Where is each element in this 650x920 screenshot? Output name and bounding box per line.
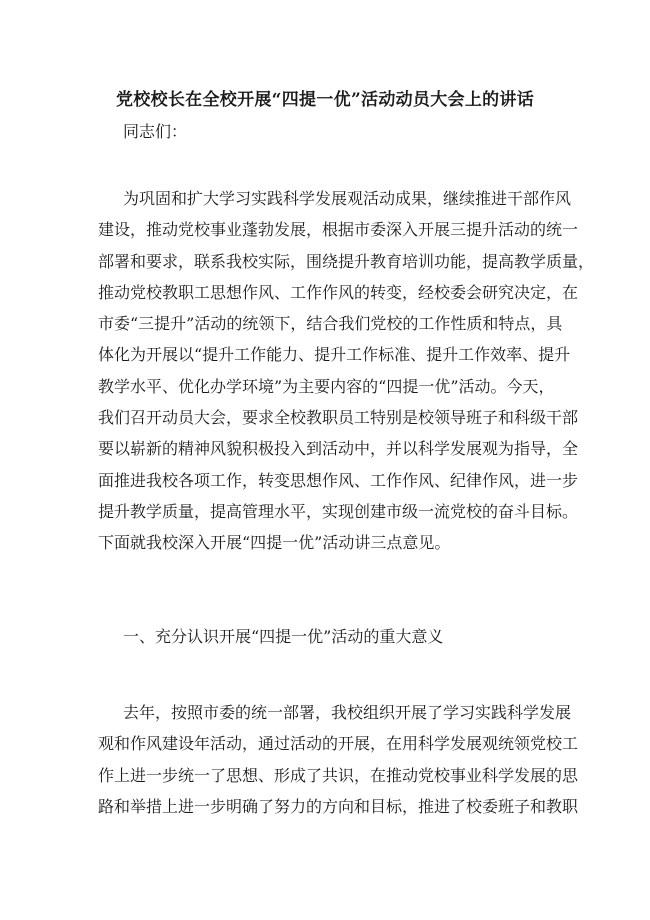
- paragraph-2-line: 作上进一步统一了思想、形成了共识，在推动党校事业科学发展的思: [98, 765, 579, 785]
- paragraph-1-line: 体化为开展以“提升工作能力、提升工作标准、提升工作效率、提升: [98, 345, 571, 365]
- paragraph-1-line: 推动党校教职工思想作风、工作作风的转变，经校委会研究决定，在: [98, 282, 579, 302]
- paragraph-1-line: 建设，推动党校事业蓬勃发展，根据市委深入开展三提升活动的统一: [98, 220, 579, 240]
- paragraph-1-line: 面推进我校各项工作，转变思想作风、工作作风、纪律作风，进一步: [98, 470, 579, 490]
- paragraph-2-line: 观和作风建设年活动，通过活动的开展，在用科学发展观统领党校工: [98, 734, 579, 754]
- paragraph-1-line: 部署和要求，联系我校实际，围绕提升教育培训功能，提高教学质量，: [98, 251, 595, 271]
- paragraph-1-line: 要以崭新的精神风貌积极投入到活动中，并以科学发展观为指导，全: [98, 439, 579, 459]
- paragraph-2-line: 去年，按照市委的统一部署，我校组织开展了学习实践科学发展: [123, 703, 572, 722]
- paragraph-1-line: 教学水平、优化办学环境”为主要内容的“四提一优”活动。今天，: [98, 376, 555, 396]
- paragraph-2: [98, 697, 579, 822]
- paragraph-1-line: 市委“三提升”活动的统领下，结合我们党校的工作性质和特点，具: [98, 314, 563, 334]
- paragraph-1-line: 提升教学质量，提高管理水平，实现创建市级一流党校的奋斗目标。: [98, 501, 579, 521]
- document-title: 党校校长在全校开展“四提一优”活动动员大会上的讲话: [115, 90, 535, 110]
- paragraph-1-line: 为巩固和扩大学习实践科学发展观活动成果，继续推进干部作风: [123, 189, 572, 208]
- section-1-heading: 一、充分认识开展“四提一优”活动的重大意义: [123, 627, 444, 646]
- paragraph-1-line: 我们召开动员大会，要求全校教职员工特别是校领导班子和科级干部: [98, 408, 579, 428]
- paragraph-1: [98, 183, 595, 559]
- salutation: 同志们：: [123, 122, 188, 141]
- paragraph-2-line: 路和举措上进一步明确了努力的方向和目标，推进了校委班子和教职: [98, 796, 579, 816]
- paragraph-1-line: 下面就我校深入开展“四提一优”活动讲三点意见。: [98, 533, 451, 553]
